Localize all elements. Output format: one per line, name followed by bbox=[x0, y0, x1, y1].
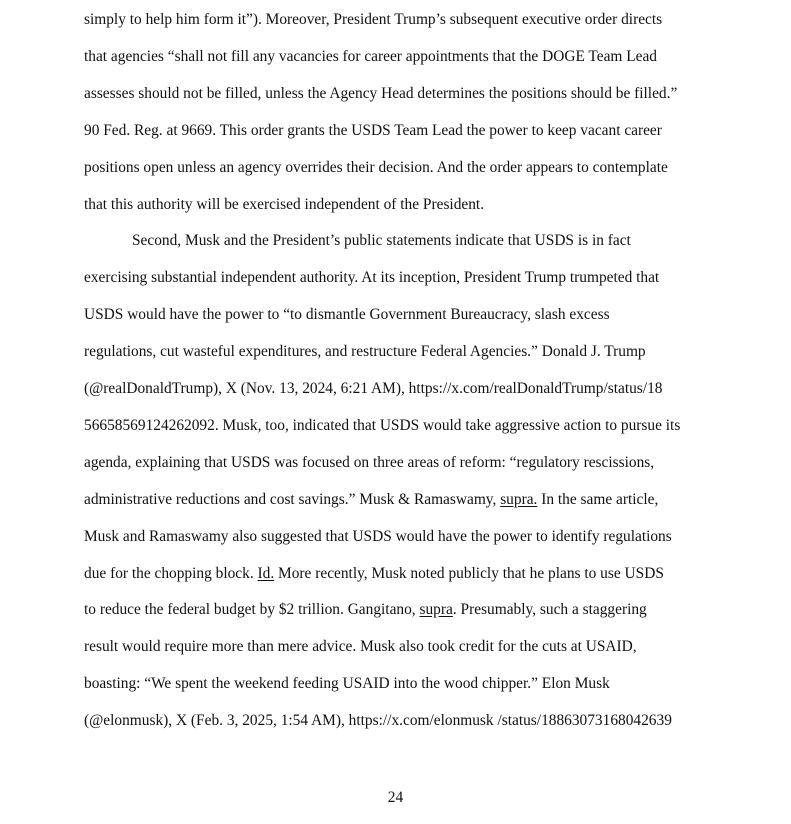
text-segment: due for the chopping block. bbox=[84, 564, 258, 582]
text-line bbox=[84, 600, 647, 620]
text-segment: to reduce the federal budget by $2 trillion. Gangitano, bbox=[84, 601, 420, 619]
text-line bbox=[84, 342, 646, 362]
text-segment: assesses should not be filled, unless the Agency Head determines the positions should be filled.” bbox=[84, 84, 678, 102]
text-line bbox=[84, 453, 654, 473]
text-segment: 56658569124262092. Musk, too, indicated that USDS would take aggressive action to pursue its bbox=[84, 416, 681, 434]
text-segment: that agencies “shall not fill any vacancies for career appointments that the DOGE Team Lead bbox=[84, 47, 657, 65]
text-line bbox=[84, 564, 664, 584]
text-segment: exercising substantial independent authority. At its inception, President Trump trumpeted that bbox=[84, 269, 660, 287]
text-segment: that this authority will be exercised independent of the President. bbox=[84, 195, 485, 213]
text-line bbox=[84, 379, 662, 399]
text-line bbox=[84, 268, 659, 288]
text-line bbox=[84, 47, 657, 67]
text-line bbox=[84, 637, 637, 657]
text-line bbox=[84, 121, 662, 141]
citation-signal: Id. bbox=[257, 564, 275, 582]
text-line bbox=[84, 10, 662, 30]
text-line bbox=[84, 490, 658, 510]
text-segment: administrative reductions and cost savings.” Musk & Ramaswamy, bbox=[84, 490, 501, 508]
text-segment: (@elonmusk), X (Feb. 3, 2025, 1:54 AM), https://x.com/elonmusk /status/18863073168042639 bbox=[84, 712, 672, 730]
text-segment: Musk and Ramaswamy also suggested that USDS would have the power to identify regulations bbox=[84, 527, 672, 545]
text-segment: simply to help him form it”). Moreover, President Trump’s subsequent executive order directs bbox=[84, 11, 663, 28]
text-line bbox=[84, 195, 484, 215]
text-segment: . Presumably, such a staggering bbox=[452, 601, 647, 619]
text-segment: (@realDonaldTrump), X (Nov. 13, 2024, 6:21 AM), https://x.com/realDonaldTrump/status/18 bbox=[84, 380, 663, 397]
text-segment: boasting: “We spent the weekend feeding USAID into the wood chipper.” Elon Musk bbox=[84, 675, 610, 693]
text-line bbox=[84, 158, 668, 178]
text-line bbox=[84, 416, 680, 436]
text-segment: In the same article, bbox=[537, 490, 659, 508]
text-segment: agenda, explaining that USDS was focused on three areas of reform: “regulatory rescissions, bbox=[84, 453, 655, 471]
citation-signal: supra. bbox=[500, 490, 538, 508]
page-number: 24 bbox=[387, 789, 404, 806]
text-segment: More recently, Musk noted publicly that he plans to use USDS bbox=[274, 564, 664, 582]
text-segment: positions open unless an agency overrides their decision. And the order appears to contemplate bbox=[84, 158, 668, 176]
text-line bbox=[84, 305, 610, 325]
text-segment: USDS would have the power to “to dismantle Government Bureaucracy, slash excess bbox=[84, 306, 610, 324]
text-segment: 90 Fed. Reg. at 9669. This order grants the USDS Team Lead the power to keep vacant career bbox=[84, 121, 662, 139]
text-line bbox=[84, 674, 610, 694]
text-segment: Second, Musk and the President’s public statements indicate that USDS is in fact bbox=[132, 232, 631, 250]
text-segment: result would require more than mere advice. Musk also took credit for the cuts at USAID, bbox=[84, 638, 637, 656]
text-line bbox=[84, 527, 672, 547]
text-segment: regulations, cut wasteful expenditures, and restructure Federal Agencies.” Donald J. Trump bbox=[84, 343, 646, 361]
text-line bbox=[84, 711, 672, 731]
text-line bbox=[84, 84, 677, 104]
text-line bbox=[132, 231, 631, 251]
citation-signal: supra bbox=[419, 601, 453, 619]
